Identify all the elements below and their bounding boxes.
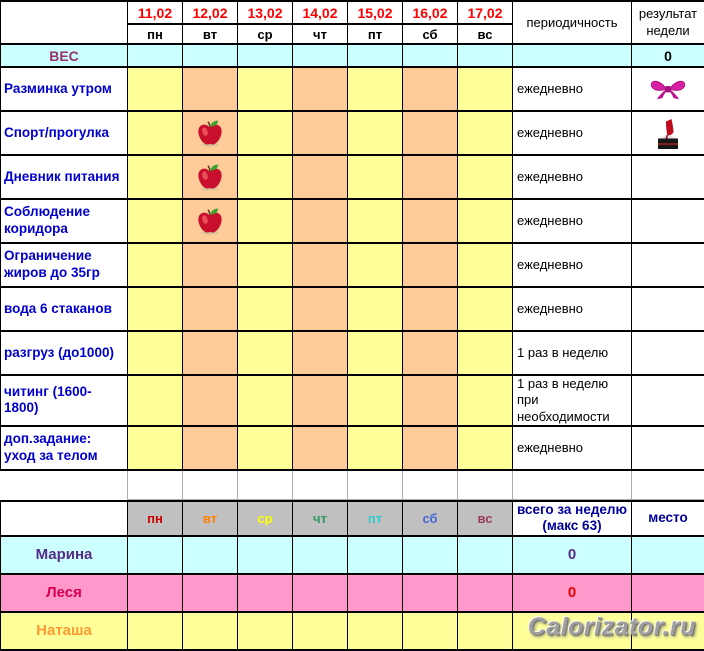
activity-label: Спорт/прогулка [1, 111, 128, 155]
participant-row [1, 612, 704, 650]
day-cell[interactable] [348, 199, 403, 243]
weekday-header: сб [403, 24, 458, 44]
participant-row [1, 536, 704, 574]
spacer-cell [347, 471, 402, 500]
day-cell[interactable] [458, 287, 513, 331]
day-cell[interactable] [238, 426, 293, 470]
day-cell[interactable] [348, 111, 403, 155]
day-cell[interactable] [293, 67, 348, 111]
score-day-cell[interactable] [128, 612, 183, 650]
day-cell[interactable] [458, 331, 513, 375]
place-cell[interactable] [632, 536, 704, 574]
spacer-cell [512, 471, 631, 500]
weekday-header: вс [458, 24, 513, 44]
day-cell[interactable] [183, 331, 238, 375]
week-result-cell [632, 199, 704, 243]
day-cell[interactable] [458, 243, 513, 287]
periodicity-value: ежедневно [513, 243, 632, 287]
day-cell[interactable] [183, 426, 238, 470]
weekday-header: вт [183, 24, 238, 44]
place-header: место [632, 501, 704, 535]
day-cell[interactable] [183, 111, 238, 155]
day-cell[interactable] [293, 426, 348, 470]
day-cell[interactable] [458, 67, 513, 111]
score-weekday-header: вс [458, 501, 513, 535]
week-result-cell [632, 155, 704, 199]
date-header: 15,02 [348, 1, 403, 24]
score-day-cell[interactable] [458, 612, 513, 650]
day-cell[interactable] [458, 426, 513, 470]
day-cell[interactable] [403, 287, 458, 331]
activity-row [1, 375, 704, 426]
score-weekday-header: ср [238, 501, 293, 535]
score-day-cell[interactable] [403, 612, 458, 650]
apple-icon [185, 118, 235, 148]
spacer-cell [0, 471, 127, 500]
activity-row [1, 426, 704, 470]
spacer-cell [457, 471, 512, 500]
day-cell[interactable] [238, 375, 293, 426]
shoe-box-icon [634, 115, 702, 151]
score-day-cell[interactable] [348, 574, 403, 612]
week-result-header: результат недели [632, 1, 704, 44]
day-cell[interactable] [403, 375, 458, 426]
activity-label: Соблюдение коридора [1, 199, 128, 243]
score-weekday-header: вт [183, 501, 238, 535]
score-day-cell[interactable] [238, 612, 293, 650]
day-cell[interactable] [128, 375, 183, 426]
spacer-cell [292, 471, 347, 500]
day-cell[interactable] [128, 243, 183, 287]
activity-row [1, 199, 704, 243]
day-cell[interactable] [293, 155, 348, 199]
day-cell[interactable] [183, 287, 238, 331]
score-day-cell[interactable] [293, 536, 348, 574]
day-cell[interactable] [293, 375, 348, 426]
day-cell[interactable] [293, 287, 348, 331]
calorizator-watermark: Calorizator.ru [528, 613, 696, 642]
day-cell[interactable] [128, 155, 183, 199]
activity-row [1, 331, 704, 375]
participant-row [1, 574, 704, 612]
score-day-cell[interactable] [403, 574, 458, 612]
score-day-cell[interactable] [183, 612, 238, 650]
weight-row [1, 44, 704, 67]
place-cell[interactable] [632, 612, 704, 650]
score-day-cell[interactable] [128, 536, 183, 574]
participant-name: Наташа [1, 612, 128, 650]
day-cell[interactable] [403, 331, 458, 375]
spacer-cell [631, 471, 704, 500]
activity-row [1, 155, 704, 199]
score-day-cell[interactable] [238, 536, 293, 574]
score-weekday-header: чт [293, 501, 348, 535]
weight-day-cell[interactable] [238, 44, 293, 67]
day-cell[interactable] [183, 155, 238, 199]
day-cell[interactable] [348, 155, 403, 199]
day-cell[interactable] [238, 331, 293, 375]
day-cell[interactable] [458, 199, 513, 243]
day-cell[interactable] [403, 155, 458, 199]
day-cell[interactable] [348, 375, 403, 426]
spacer-cell [127, 471, 182, 500]
weight-day-cell[interactable] [458, 44, 513, 67]
day-cell[interactable] [128, 287, 183, 331]
day-cell[interactable] [128, 67, 183, 111]
weight-day-cell[interactable] [183, 44, 238, 67]
day-cell[interactable] [348, 243, 403, 287]
periodicity-value: ежедневно [513, 287, 632, 331]
day-cell[interactable] [293, 331, 348, 375]
participant-name: Марина [1, 536, 128, 574]
weight-row-label: ВЕС [1, 44, 128, 67]
score-day-cell[interactable] [458, 574, 513, 612]
periodicity-value: ежедневно [513, 199, 632, 243]
date-header: 17,02 [458, 1, 513, 24]
score-weekday-header: пн [128, 501, 183, 535]
activity-label: читинг (1600-1800) [1, 375, 128, 426]
apple-icon [185, 206, 235, 236]
day-cell[interactable] [238, 155, 293, 199]
activity-label: вода 6 стаканов [1, 287, 128, 331]
day-cell[interactable] [128, 111, 183, 155]
weight-day-cell[interactable] [293, 44, 348, 67]
weekday-header: пн [128, 24, 183, 44]
activity-label: Разминка утром [1, 67, 128, 111]
week-result-cell [632, 287, 704, 331]
activity-row [1, 67, 704, 111]
spacer-cell [402, 471, 457, 500]
date-header: 11,02 [128, 1, 183, 24]
day-cell[interactable] [183, 375, 238, 426]
week-result-cell [632, 426, 704, 470]
score-day-cell[interactable] [183, 536, 238, 574]
score-corner-cell [1, 501, 128, 535]
activity-row [1, 287, 704, 331]
weekday-header: ср [238, 24, 293, 44]
score-table [0, 500, 704, 650]
weekday-header: пт [348, 24, 403, 44]
day-cell[interactable] [403, 243, 458, 287]
week-result-cell [632, 111, 704, 155]
score-day-cell[interactable] [348, 612, 403, 650]
date-header: 13,02 [238, 1, 293, 24]
day-cell[interactable] [348, 426, 403, 470]
weight-day-cell[interactable] [128, 44, 183, 67]
day-cell[interactable] [403, 426, 458, 470]
day-cell[interactable] [293, 111, 348, 155]
day-cell[interactable] [238, 111, 293, 155]
score-day-cell[interactable] [238, 574, 293, 612]
activity-row [1, 111, 704, 155]
day-cell[interactable] [238, 287, 293, 331]
week-result-cell [632, 243, 704, 287]
weekly-total-header: всего за неделю (макс 63) [513, 501, 632, 535]
activity-label: доп.задание: уход за телом [1, 426, 128, 470]
score-day-cell[interactable] [183, 574, 238, 612]
periodicity-value: ежедневно [513, 111, 632, 155]
activity-label: Ограничение жиров до 35гр [1, 243, 128, 287]
weight-day-cell[interactable] [403, 44, 458, 67]
date-header: 16,02 [403, 1, 458, 24]
score-day-cell[interactable] [348, 536, 403, 574]
apple-icon [185, 162, 235, 192]
day-cell[interactable] [458, 155, 513, 199]
date-header: 12,02 [183, 1, 238, 24]
score-weekday-header: пт [348, 501, 403, 535]
day-cell[interactable] [403, 67, 458, 111]
weight-periodicity-cell [513, 44, 632, 67]
week-result-cell [632, 331, 704, 375]
date-header-row [1, 1, 704, 24]
week-result-cell [632, 67, 704, 111]
periodicity-header: периодичность [513, 1, 632, 44]
periodicity-value: 1 раз в неделю при необходимости [513, 375, 632, 426]
day-cell[interactable] [238, 199, 293, 243]
date-header: 14,02 [293, 1, 348, 24]
score-day-cell[interactable] [293, 612, 348, 650]
weight-day-cell[interactable] [348, 44, 403, 67]
day-cell[interactable] [403, 111, 458, 155]
score-day-cell[interactable] [403, 536, 458, 574]
spacer-cell [237, 471, 292, 500]
place-cell[interactable] [632, 574, 704, 612]
bow-icon [634, 77, 702, 101]
activity-label: разгруз (до1000) [1, 331, 128, 375]
score-day-cell[interactable] [293, 574, 348, 612]
weight-result-value: 0 [632, 44, 704, 67]
day-cell[interactable] [128, 331, 183, 375]
spacer-strip [0, 471, 704, 501]
day-cell[interactable] [348, 331, 403, 375]
periodicity-value: ежедневно [513, 155, 632, 199]
weekly-total-value: 0 [513, 536, 632, 574]
periodicity-value: ежедневно [513, 67, 632, 111]
day-cell[interactable] [293, 199, 348, 243]
day-cell[interactable] [403, 199, 458, 243]
score-header-row [1, 501, 704, 535]
day-cell[interactable] [183, 67, 238, 111]
day-cell[interactable] [128, 426, 183, 470]
day-cell[interactable] [293, 243, 348, 287]
score-day-cell[interactable] [458, 536, 513, 574]
activity-label: Дневник питания [1, 155, 128, 199]
day-cell[interactable] [128, 199, 183, 243]
day-cell[interactable] [348, 287, 403, 331]
weekly-total-value: 0 [513, 574, 632, 612]
score-weekday-header: сб [403, 501, 458, 535]
spacer-cell [182, 471, 237, 500]
day-cell[interactable] [458, 375, 513, 426]
day-cell[interactable] [238, 67, 293, 111]
score-day-cell[interactable] [128, 574, 183, 612]
day-cell[interactable] [183, 199, 238, 243]
day-cell[interactable] [458, 111, 513, 155]
weekly-total-value [513, 612, 632, 650]
periodicity-value: ежедневно [513, 426, 632, 470]
week-result-cell [632, 375, 704, 426]
activity-row [1, 243, 704, 287]
day-cell[interactable] [238, 243, 293, 287]
day-cell[interactable] [183, 243, 238, 287]
participant-name: Леся [1, 574, 128, 612]
weekday-header: чт [293, 24, 348, 44]
corner-cell [1, 1, 128, 44]
periodicity-value: 1 раз в неделю [513, 331, 632, 375]
day-cell[interactable] [348, 67, 403, 111]
